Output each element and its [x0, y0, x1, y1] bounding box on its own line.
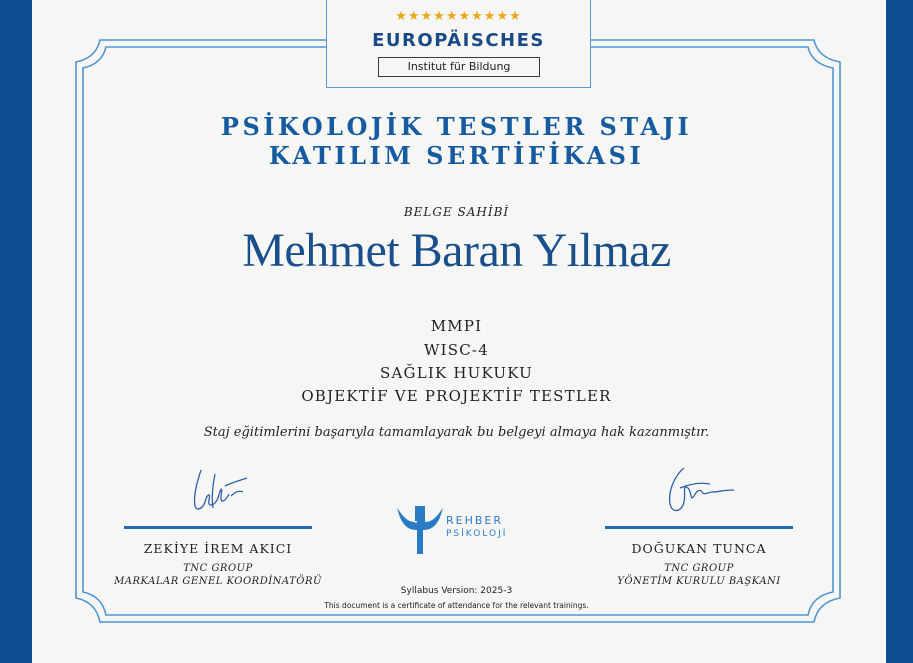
signature-line-right [605, 526, 793, 529]
signature-line-left [124, 526, 312, 529]
signatory-left-role: MARKALAR GENEL KOORDİNATÖRÜ [114, 576, 322, 587]
signatory-left-name: ZEKİYE İREM AKICI [143, 541, 293, 556]
brand-subname: PSİKOLOJİ [446, 529, 508, 539]
institute-logo [326, 0, 591, 88]
signature-left [185, 462, 255, 520]
course-item: WISC-4 [424, 341, 489, 359]
star-row: ★★★★★★★★★★ [395, 9, 522, 24]
certificate-title-line2: KATILIM SERTİFİKASI [268, 141, 645, 170]
completion-statement: Staj eğitimlerini başarıyla tamamlayarak bu belgeyi almaya hak kazanmıştır. [203, 425, 710, 440]
course-item: SAĞLIK HUKUKU [380, 364, 533, 382]
signatory-right-org: TNC GROUP [664, 563, 734, 574]
institute-subtitle: Institut für Bildung [378, 57, 540, 77]
course-item: MMPI [430, 317, 483, 335]
signatory-right-role: YÖNETİM KURULU BAŞKANI [617, 576, 781, 587]
signatory-left-org: TNC GROUP [183, 563, 253, 574]
signature-right [660, 462, 740, 520]
syllabus-version: Syllabus Version: 2025-3 [400, 586, 513, 596]
certificate-title-line1: PSİKOLOJİK TESTLER STAJI [220, 112, 693, 141]
institute-name: EUROPÄISCHES [372, 30, 545, 51]
course-item: OBJEKTİF VE PROJEKTİF TESTLER [301, 387, 612, 405]
holder-label: BELGE SAHİBİ [403, 205, 510, 219]
psi-logo-icon [393, 500, 445, 558]
signatory-right-name: DOĞUKAN TUNCA [631, 541, 767, 556]
brand-name: REHBER [446, 514, 504, 527]
holder-name: Mehmet Baran Yılmaz [242, 224, 671, 277]
attendance-note: This document is a certificate of attendance for the relevant trainings. [324, 601, 589, 610]
